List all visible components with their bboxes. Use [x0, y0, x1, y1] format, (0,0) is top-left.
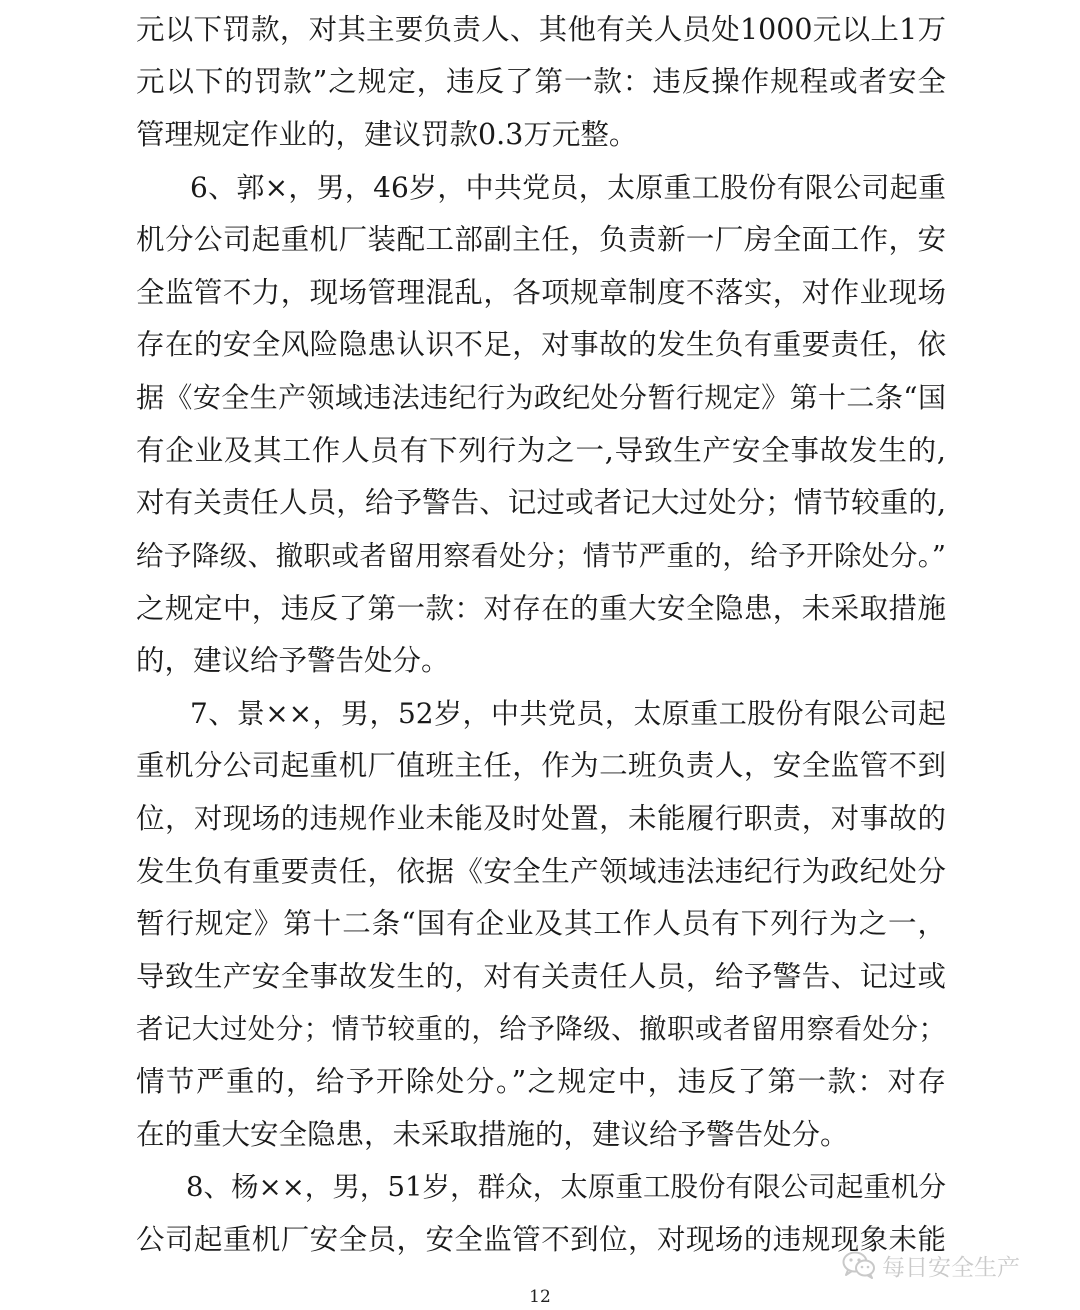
- watermark-text: 每日安全生产: [882, 1254, 1020, 1281]
- text-line: 者记大过处分；情节较重的，给予降级、撤职或者留用察看处分；: [136, 1013, 946, 1045]
- text-line: 情节严重的，给予开除处分。”之规定中，违反了第一款：对存: [136, 1065, 946, 1098]
- paragraph-start-line: 7、景××，男，52岁，中共党员，太原重工股份有限公司起: [190, 697, 946, 730]
- text-line: 在的重大安全隐患，未采取措施的，建议给予警告处分。: [136, 1118, 849, 1151]
- text-line: 有企业及其工作人员有下列行为之一,导致生产安全事故发生的,: [136, 434, 946, 467]
- page-number: 12: [529, 1287, 551, 1307]
- text-line: 全监管不力，现场管理混乱，各项规章制度不落实，对作业现场: [136, 276, 946, 309]
- text-line: 公司起重机厂安全员，安全监管不到位，对现场的违规现象未能: [136, 1223, 946, 1256]
- text-line: 给予降级、撤职或者留用察看处分；情节严重的，给予开除处分。”: [136, 540, 946, 572]
- text-line: 管理规定作业的，建议罚款0.3万元整。: [136, 118, 638, 151]
- text-line: 元以下罚款，对其主要负责人、其他有关人员处1000元以上1万: [136, 13, 946, 46]
- paragraph-start-line: 8、杨××，男，51岁，群众，太原重工股份有限公司起重机分: [186, 1171, 946, 1203]
- text-line: 之规定中，违反了第一款：对存在的重大安全隐患，未采取措施: [136, 592, 946, 625]
- text-line: 机分公司起重机厂装配工部副主任，负责新一厂房全面工作，安: [136, 223, 946, 256]
- paragraph-start-line: 6、郭×，男，46岁，中共党员，太原重工股份有限公司起重: [190, 171, 946, 204]
- watermark: [842, 1250, 1020, 1280]
- text-line: 导致生产安全事故发生的，对有关责任人员，给予警告、记过或: [136, 960, 946, 993]
- text-line: 存在的安全风险隐患认识不足，对事故的发生负有重要责任，依: [136, 328, 946, 361]
- text-line: 发生负有重要责任，依据《安全生产领域违法违纪行为政纪处分: [136, 855, 946, 888]
- wechat-icon: [842, 1251, 876, 1279]
- text-line: 的，建议给予警告处分。: [136, 644, 450, 677]
- text-line: 位，对现场的违规作业未能及时处置，未能履行职责，对事故的: [136, 802, 946, 835]
- text-line: 暂行规定》第十二条“国有企业及其工作人员有下列行为之一，: [136, 907, 946, 940]
- text-line: 元以下的罚款”之规定，违反了第一款：违反操作规程或者安全: [136, 65, 946, 98]
- text-line: 据《安全生产领域违法违纪行为政纪处分暂行规定》第十二条“国: [136, 381, 946, 414]
- text-line: 对有关责任人员，给予警告、记过或者记大过处分；情节较重的,: [136, 486, 946, 519]
- text-line: 重机分公司起重机厂值班主任，作为二班负责人，安全监管不到: [136, 749, 946, 782]
